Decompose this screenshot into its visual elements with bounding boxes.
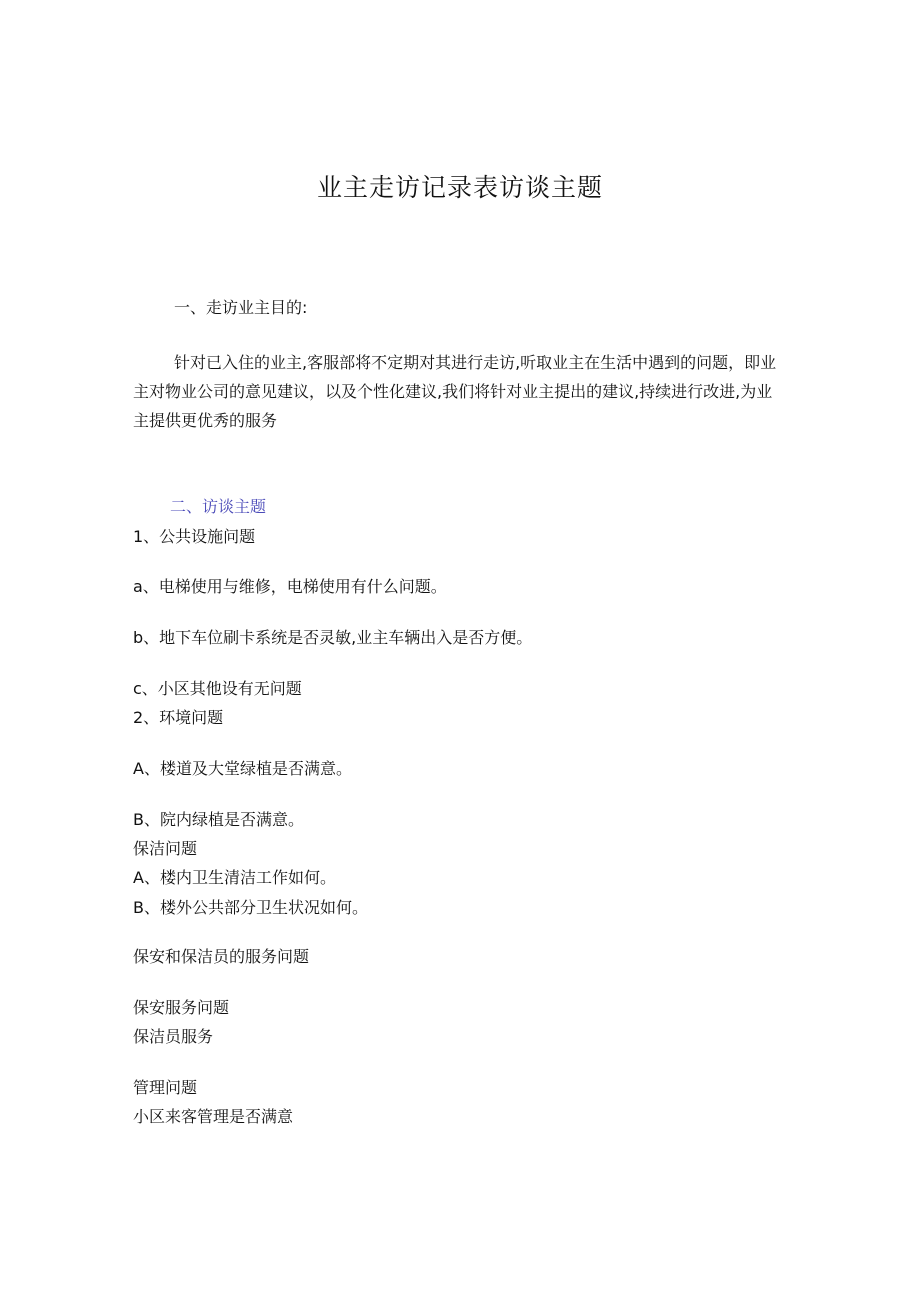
list-item: A、楼道及大堂绿植是否满意。 [133, 759, 352, 778]
list-item: 管理问题 [133, 1078, 198, 1097]
document-title: 业主走访记录表访谈主题 [316, 173, 603, 202]
list-item: a、电梯使用与维修，电梯使用有什么问题。 [133, 577, 447, 596]
list-item: 保安服务问题 [133, 998, 230, 1017]
section-heading-purpose: 一、走访业主目的: [174, 298, 308, 317]
list-item: B、楼外公共部分卫生状况如何。 [133, 898, 368, 917]
list-item: B、院内绿植是否满意。 [133, 810, 304, 829]
section-heading-topics: 二、访谈主题 [170, 497, 267, 516]
list-item: b、地下车位刷卡系统是否灵敏,业主车辆出入是否方便。 [133, 628, 533, 647]
list-item: 1、公共设施问题 [133, 527, 256, 546]
list-item: 2、环境问题 [133, 708, 224, 727]
list-item: c、小区其他设有无问题 [133, 679, 302, 698]
list-item: 保安和保洁员的服务问题 [133, 947, 310, 966]
list-item: 保洁问题 [133, 839, 198, 858]
list-item: A、楼内卫生清洁工作如何。 [133, 868, 336, 887]
list-item: 小区来客管理是否满意 [133, 1107, 294, 1126]
purpose-paragraph: 针对已入住的业主,客服部将不定期对其进行走访,听取业主在生活中遇到的问题，即业主对物业公司的意见建议，以及个性化建议,我们将针对业主提出的建议,持续进行改进,为业主提供更优秀的服务 [133, 353, 777, 430]
list-item: 保洁员服务 [133, 1027, 214, 1046]
